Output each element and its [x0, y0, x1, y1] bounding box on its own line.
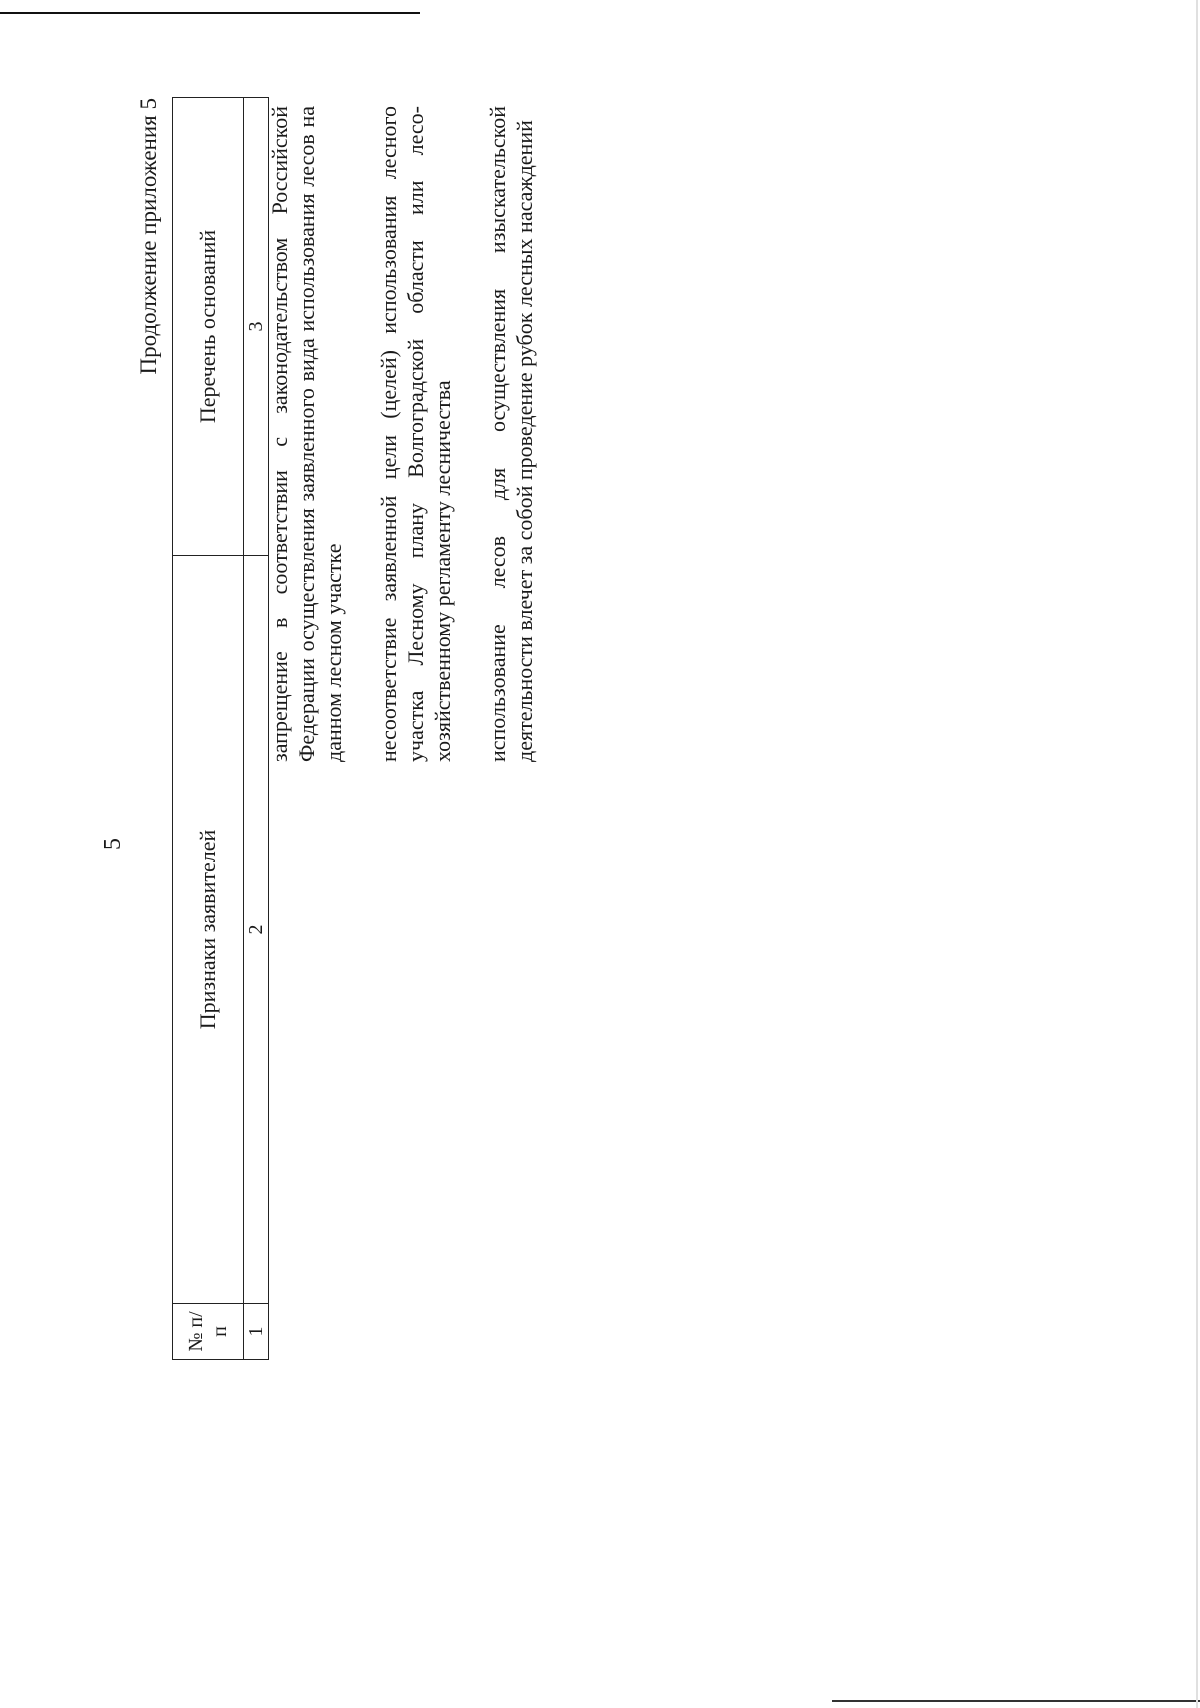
list-item: запрещение в соответствии с законодательством Российской Федерации осуществления заявленного вида использования лесов на данном лесном участке [267, 106, 346, 762]
header-grounds-list: Перечень оснований [173, 98, 244, 556]
reasons-table [172, 97, 269, 1360]
column-number-1: 1 [244, 1304, 269, 1360]
page-number: 5 [100, 838, 126, 850]
list-item: использование лесов для осуществления изыскательской деятельности влечет за собой проведение рубок лесных насаждений [485, 106, 537, 762]
table-header-row [173, 98, 244, 1360]
list-item: несоответствие заявленной цели (целей) использования лесного участка Лесному плану Волгоградской области или лесо-хозяйственному регламенту лесничества [376, 106, 455, 762]
header-number: № п/п [173, 1304, 244, 1360]
column-number-row [244, 98, 269, 1360]
column-number-3: 3 [244, 98, 269, 556]
header-applicant-signs: Признаки заявителей [173, 556, 244, 1304]
continuation-caption: Продолжение приложения 5 [136, 98, 161, 375]
column-number-2: 2 [244, 556, 269, 1304]
grounds-list [266, 106, 566, 762]
